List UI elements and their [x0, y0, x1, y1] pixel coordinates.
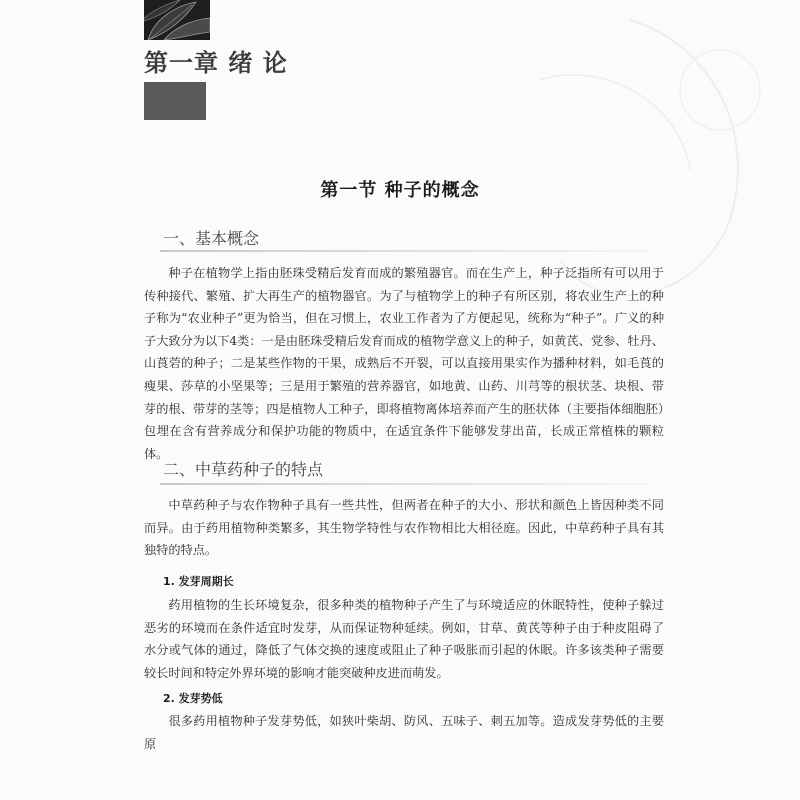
heading-rule	[160, 250, 650, 252]
paragraph-low-vigor: 很多药用植物种子发芽势低，如狭叶柴胡、防风、五味子、刺五加等。造成发芽势低的主要原	[144, 714, 664, 751]
chapter-block	[144, 82, 206, 120]
heading-basic-concept: 一、基本概念	[163, 229, 260, 248]
leaf-illustration	[144, 0, 210, 40]
subheading-low-vigor: 2. 发芽势低	[163, 692, 223, 705]
heading-rule	[160, 483, 650, 485]
section-title: 第一节 种子的概念	[320, 180, 480, 201]
paragraph-basic-concept: 种子在植物学上指由胚珠受精后发育而成的繁殖器官。而在生产上，种子泛指所有可以用于传种接代、繁殖、扩大再生产的植物器官。为了与植物学上的种子有所区别，将农业生产上的种子称为“农业种子”更为恰当，但在习惯上，农业工作者为了方便起见，统称为“种子”。广义的种子大致分为以下4类：一是由胚珠受精后发育而成的植物学意义上的种子，如黄芪、党参、牡丹、山莨菪的种子；二是某些作物的干果，成熟后不开裂，可以直接用果实作为播种材料，如毛莨的瘦果、莎草的小坚果等；三是用于繁殖的营养器官，如地黄、山药、川芎等的根状茎、块根、带芽的根、带芽的茎等；四是植物人工种子，即将植物离体培养而产生的胚状体（主要指体细胞胚）包埋在含有营养成分和保护功能的物质中，在适宜条件下能够发芽出苗，长成正常植株的颗粒体。	[144, 266, 664, 461]
subheading-long-cycle: 1. 发芽周期长	[163, 575, 234, 588]
heading-features: 二、中草药种子的特点	[163, 460, 324, 479]
chapter-title: 第一章 绪 论	[144, 49, 288, 77]
paragraph-long-cycle: 药用植物的生长环境复杂，很多种类的植物种子产生了与环境适应的休眠特性，使种子躲过恶劣的环境而在条件适宜时发芽，从而保证物种延续。例如，甘草、黄芪等种子由于种皮阻碍了水分或气体的通过，降低了气体交换的速度或阻止了种子吸胀而引起的休眠。许多该类种子需要较长时间和特定外界环境的影响才能突破种皮进而萌发。	[144, 598, 664, 680]
paragraph-features: 中草药种子与农作物种子具有一些共性，但两者在种子的大小、形状和颜色上皆因种类不同而异。由于药用植物种类繁多，其生物学特性与农作物相比大相径庭。因此，中草药种子具有其独特的特点。	[144, 498, 664, 558]
